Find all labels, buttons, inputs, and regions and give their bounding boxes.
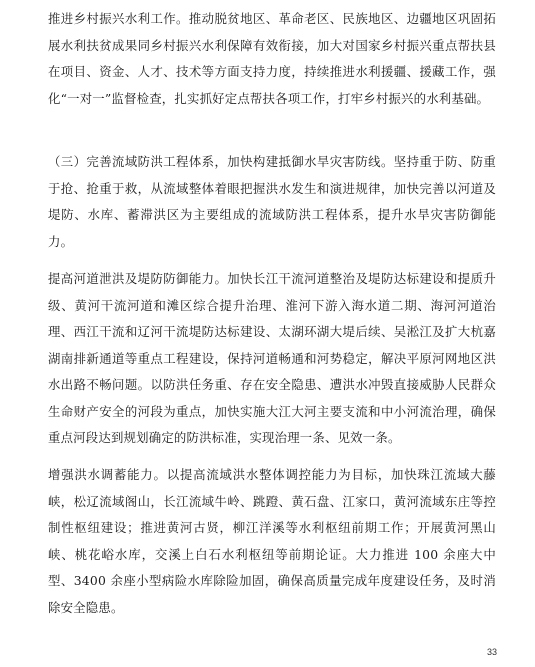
paragraph-rural-revitalization: 推进乡村振兴水利工作。推动脱贫地区、革命老区、民族地区、边疆地区巩固拓展水利扶贫成果同乡村振兴水利保障有效衔接，加大对国家乡村振兴重点帮扶县在项目、资金、人才、技术等方面支持力度，持续推进水利援疆、援藏工作，强化“一对一”监督检查，扎实抓好定点帮扶各项工作，打牢乡村振兴的水利基础。	[48, 11, 496, 106]
paragraph-river-discharge-capacity: 提高河道泄洪及堤防防御能力。加快长江干流河道整治及堤防达标建设和提质升级、黄河干流河道和滩区综合提升治理、淮河下游入海水道二期、海河河道治理、西江干流和辽河干流堤防达标建设、太湖环湖大堤后续、吴淞江及扩大杭嘉湖南排新通道等重点工程建设，保持河道畅通和河势稳定，解决平原河网地区洪水出路不畅问题。以防洪任务重、存在安全隐患、遭洪水冲毁直接威胁人民群众生命财产安全的河段为重点，加快实施大江大河主要支流和中小河流治理，确保重点河段达到规划确定的防洪标准，实现治理一条、见效一条。	[48, 271, 496, 445]
page-number: 33	[486, 647, 497, 657]
paragraph-flood-storage-capacity: 增强洪水调蓄能力。以提高流域洪水整体调控能力为目标，加快珠江流域大藤峡，松辽流域阁山，长江流域牛岭、跳蹬、黄石盘、江家口，黄河流域东庄等控制性枢纽建设；推进黄河古贤，柳江洋溪等水利枢纽前期工作；开展黄河黑山峡、桃花峪水库，交溪上白石水利枢纽等前期论证。大力推进 100 余座大中型、3400 余座小型病险水库除险加固，确保高质量完成年度建设任务，及时消除安全隐患。	[48, 467, 496, 615]
paragraph-flood-control-system: （三）完善流域防洪工程体系，加快构建抵御水旱灾害防线。坚持重于防、防重于抢、抢重于救，从流域整体着眼把握洪水发生和演进规律，加快完善以河道及堤防、水库、蓄滞洪区为主要组成的流域防洪工程体系，提升水旱灾害防御能力。	[48, 154, 496, 249]
